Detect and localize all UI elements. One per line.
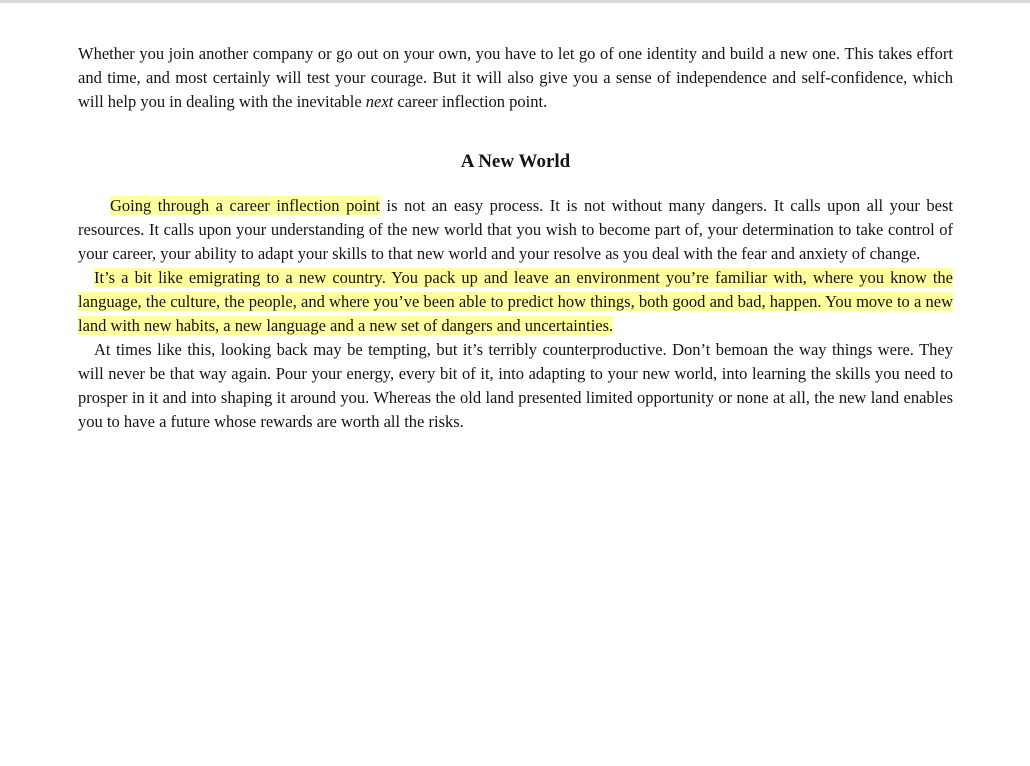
highlight-emigrating[interactable]: It’s a bit like emigrating to a new country. You pack up and leave an environment you’re familiar with, where you know the language, the culture, the people, and where you’ve been able to predict how things, both good and bad, happen. You move to a new land with new habits, a new language and a new set of dangers and uncertainties. xyxy=(78,268,953,335)
highlight-inflection-point[interactable]: Going through a career inflection point xyxy=(110,196,381,215)
window-top-border xyxy=(0,0,1030,3)
paragraph-inflection-text: is not an easy process. It is not without many dangers. It calls upon all your best resources. It calls upon your understanding of the new world that you wish to become part of, your determination to take control of your career, your ability to adapt your skills to that new world and your resolve as you deal with the fear and anxiety of change. xyxy=(78,196,953,263)
paragraph-identity xyxy=(78,42,953,114)
paragraph-identity-end: career inflection point. xyxy=(393,92,548,111)
document-page xyxy=(78,42,953,434)
paragraph-inflection xyxy=(78,194,953,266)
paragraph-identity-text: Whether you join another company or go out on your own, you have to let go of one identity and build a new one. This takes effort and time, and most certainly will test your courage. But it will also give you a sense of independence and self-confidence, which will help you in dealing with the inevitable xyxy=(78,44,953,111)
emphasis-next: next xyxy=(365,92,394,111)
section-heading: A New World xyxy=(460,151,571,172)
paragraph-emigrating xyxy=(78,266,953,338)
paragraph-looking-back: At times like this, looking back may be tempting, but it’s terribly counterproductive. Don’t bemoan the way things were. They will never be that way again. Pour your energy, every bit of it, into adapting to your new world, into learning the skills you need to prosper in it and into shaping it around you. Whereas the old land presented limited opportunity or none at all, the new land enables you to have a future whose rewards are worth all the risks. xyxy=(78,340,953,431)
